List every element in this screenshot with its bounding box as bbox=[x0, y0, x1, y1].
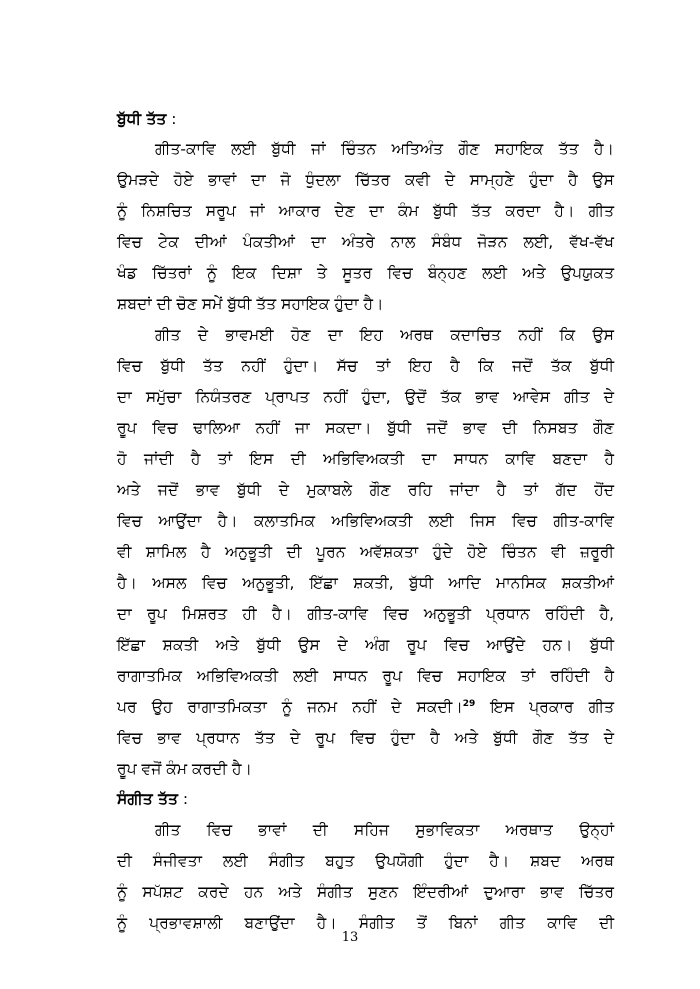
page-number: 13 bbox=[341, 930, 359, 945]
text-line: ਸ਼ਬਦਾਂ ਦੀ ਚੋਣ ਸਮੇਂ ਬੁੱਧੀ ਤੱਤ ਸਹਾਇਕ ਹੁੰਦਾ ਹੈ। bbox=[117, 295, 384, 313]
text-line-with-footnote bbox=[117, 695, 614, 719]
section-colon: : bbox=[182, 790, 189, 808]
text-line: ਦਾ ਸਮੁੱਚਾ ਨਿਯੰਤਰਣ ਪ੍ਰਾਪਤ ਨਹੀਂ ਹੁੰਦਾ, ਉਦੋਂ ਤੱਕ ਭਾਵ ਆਵੇਸ ਗੀਤ ਦੇ bbox=[117, 388, 614, 406]
text-line: ਨੂੰ ਪ੍ਰਭਾਵਸ਼ਾਲੀ ਬਣਾਉਂਦਾ ਹੈ। ਸੰਗੀਤ ਤੋਂ ਬਿਨਾਂ ਗੀਤ ਕਾਵਿ ਦੀ bbox=[117, 914, 614, 932]
text-line: ਵਿਚ ਭਾਵ ਪ੍ਰਧਾਨ ਤੱਤ ਦੇ ਰੂਪ ਵਿਚ ਹੁੰਦਾ ਹੈ ਅਤੇ ਬੁੱਧੀ ਗੌਣ ਤੱਤ ਦੇ bbox=[117, 729, 614, 747]
text-line: ਹੈ। ਅਸਲ ਵਿਚ ਅਨੁਭੂਤੀ, ਇੱਛਾ ਸ਼ਕਤੀ, ਬੁੱਧੀ ਆਦਿ ਮਾਨਸਿਕ ਸ਼ਕਤੀਆਂ bbox=[117, 574, 614, 592]
text-line: ਇੱਛਾ ਸ਼ਕਤੀ ਅਤੇ ਬੁੱਧੀ ਉਸ ਦੇ ਅੰਗ ਰੂਪ ਵਿਚ ਆਉਂਦੇ ਹਨ। ਬੁੱਧੀ bbox=[117, 636, 614, 654]
text-line: ਵਿਚ ਬੁੱਧੀ ਤੱਤ ਨਹੀਂ ਹੁੰਦਾ। ਸੱਚ ਤਾਂ ਇਹ ਹੈ ਕਿ ਜਦੋਂ ਤੱਕ ਬੁੱਧੀ bbox=[117, 357, 614, 375]
section-heading-buddhi bbox=[117, 107, 177, 131]
section-title: ਬੁੱਧੀ ਤੱਤ bbox=[117, 110, 167, 128]
text-line: ਨੂੰ ਨਿਸ਼ਚਿਤ ਸਰੂਪ ਜਾਂ ਆਕਾਰ ਦੇਣ ਦਾ ਕੰਮ ਬੁੱਧੀ ਤੱਤ ਕਰਦਾ ਹੈ। ਗੀਤ bbox=[117, 202, 614, 220]
text-line: ਗੀਤ-ਕਾਵਿ ਲਈ ਬੁੱਧੀ ਜਾਂ ਚਿੰਤਨ ਅਤਿਅੰਤ ਗੌਣ ਸਹਾਇਕ ਤੱਤ ਹੈ। bbox=[155, 140, 614, 158]
text-line: ਖੰਡ ਚਿੱਤਰਾਂ ਨੂੰ ਇਕ ਦਿਸ਼ਾ ਤੇ ਸੂਤਰ ਵਿਚ ਬੰਨ੍ਹਣ ਲਈ ਅਤੇ ਉਪਯੁਕਤ bbox=[117, 264, 614, 282]
text-line: ਗੀਤ ਦੇ ਭਾਵਮਈ ਹੋਣ ਦਾ ਇਹ ਅਰਥ ਕਦਾਚਿਤ ਨਹੀਂ ਕਿ ਉਸ bbox=[155, 326, 614, 344]
footnote-marker[interactable]: 29 bbox=[462, 699, 476, 709]
text-line: ਵਿਚ ਟੇਕ ਦੀਆਂ ਪੰਕਤੀਆਂ ਦਾ ਅੰਤਰੇ ਨਾਲ ਸੰਬੰਧ ਜੋੜਨ ਲਈ, ਵੱਖ-ਵੱਖ bbox=[117, 233, 614, 251]
text-line: ਵਿਚ ਆਉਂਦਾ ਹੈ। ਕਲਾਤਮਿਕ ਅਭਿਵਿਅਕਤੀ ਲਈ ਜਿਸ ਵਿਚ ਗੀਤ-ਕਾਵਿ bbox=[117, 512, 614, 530]
text-line: ਰੂਪ ਵਿਚ ਢਾਲਿਆ ਨਹੀਂ ਜਾ ਸਕਦਾ। ਬੁੱਧੀ ਜਦੋਂ ਭਾਵ ਦੀ ਨਿਸਬਤ ਗੌਣ bbox=[117, 419, 614, 437]
text-line: ਰੂਪ ਵਜੋਂ ਕੰਮ ਕਰਦੀ ਹੈ। bbox=[117, 760, 252, 778]
text-line: ਹੋ ਜਾਂਦੀ ਹੈ ਤਾਂ ਇਸ ਦੀ ਅਭਿਵਿਅਕਤੀ ਦਾ ਸਾਧਨ ਕਾਵਿ ਬਣਦਾ ਹੈ bbox=[117, 450, 614, 468]
section-heading-sangeet bbox=[117, 787, 188, 811]
text-line: ਵੀ ਸ਼ਾਮਿਲ ਹੈ ਅਨੁਭੂਤੀ ਦੀ ਪੂਰਨ ਅਵੱਸ਼ਕਤਾ ਹੁੰਦੇ ਹੋਏ ਚਿੰਤਨ ਵੀ ਜ਼ਰੂਰੀ bbox=[117, 543, 614, 561]
text-before-footnote: ਪਰ ਉਹ ਰਾਗਾਤਮਿਕਤਾ ਨੂੰ ਜਨਮ ਨਹੀਂ ਦੇ ਸਕਦੀ। bbox=[117, 698, 463, 716]
text-line: ਦਾ ਰੂਪ ਮਿਸ਼ਰਤ ਹੀ ਹੈ। ਗੀਤ-ਕਾਵਿ ਵਿਚ ਅਨੁਭੂਤੀ ਪ੍ਰਧਾਨ ਰਹਿੰਦੀ ਹੈ, bbox=[117, 605, 614, 623]
text-line: ਦੀ ਸੰਜੀਵਤਾ ਲਈ ਸੰਗੀਤ ਬਹੁਤ ਉਪਯੋਗੀ ਹੁੰਦਾ ਹੈ। ਸ਼ਬਦ ਅਰਥ bbox=[117, 852, 614, 870]
text-after-footnote: ਇਸ ਪ੍ਰਕਾਰ ਗੀਤ bbox=[475, 698, 615, 716]
text-line: ਅਤੇ ਜਦੋਂ ਭਾਵ ਬੁੱਧੀ ਦੇ ਮੁਕਾਬਲੇ ਗੌਣ ਰਹਿ ਜਾਂਦਾ ਹੈ ਤਾਂ ਗੱਦ ਹੋਂਦ bbox=[117, 481, 614, 499]
text-line: ਗੀਤ ਵਿਚ ਭਾਵਾਂ ਦੀ ਸਹਿਜ ਸੁਭਾਵਿਕਤਾ ਅਰਥਾਤ ਉਨ੍ਹਾਂ bbox=[155, 821, 614, 839]
text-line: ਨੂੰ ਸਪੱਸ਼ਟ ਕਰਦੇ ਹਨ ਅਤੇ ਸੰਗੀਤ ਸੁਣਨ ਇੰਦਰੀਆਂ ਦੁਆਰਾ ਭਾਵ ਚਿੱਤਰ bbox=[117, 883, 614, 901]
text-line: ਰਾਗਾਤਮਿਕ ਅਭਿਵਿਅਕਤੀ ਲਈ ਸਾਧਨ ਰੂਪ ਵਿਚ ਸਹਾਇਕ ਤਾਂ ਰਹਿੰਦੀ ਹੈ bbox=[117, 667, 614, 685]
text-line: ਉਮੜਦੇ ਹੋਏ ਭਾਵਾਂ ਦਾ ਜੋ ਧੁੰਦਲਾ ਚਿੱਤਰ ਕਵੀ ਦੇ ਸਾਮ੍ਹਣੇ ਹੁੰਦਾ ਹੈ ਉਸ bbox=[117, 171, 614, 189]
section-colon: : bbox=[171, 110, 177, 128]
section-title: ਸੰਗੀਤ ਤੱਤ bbox=[117, 790, 178, 808]
